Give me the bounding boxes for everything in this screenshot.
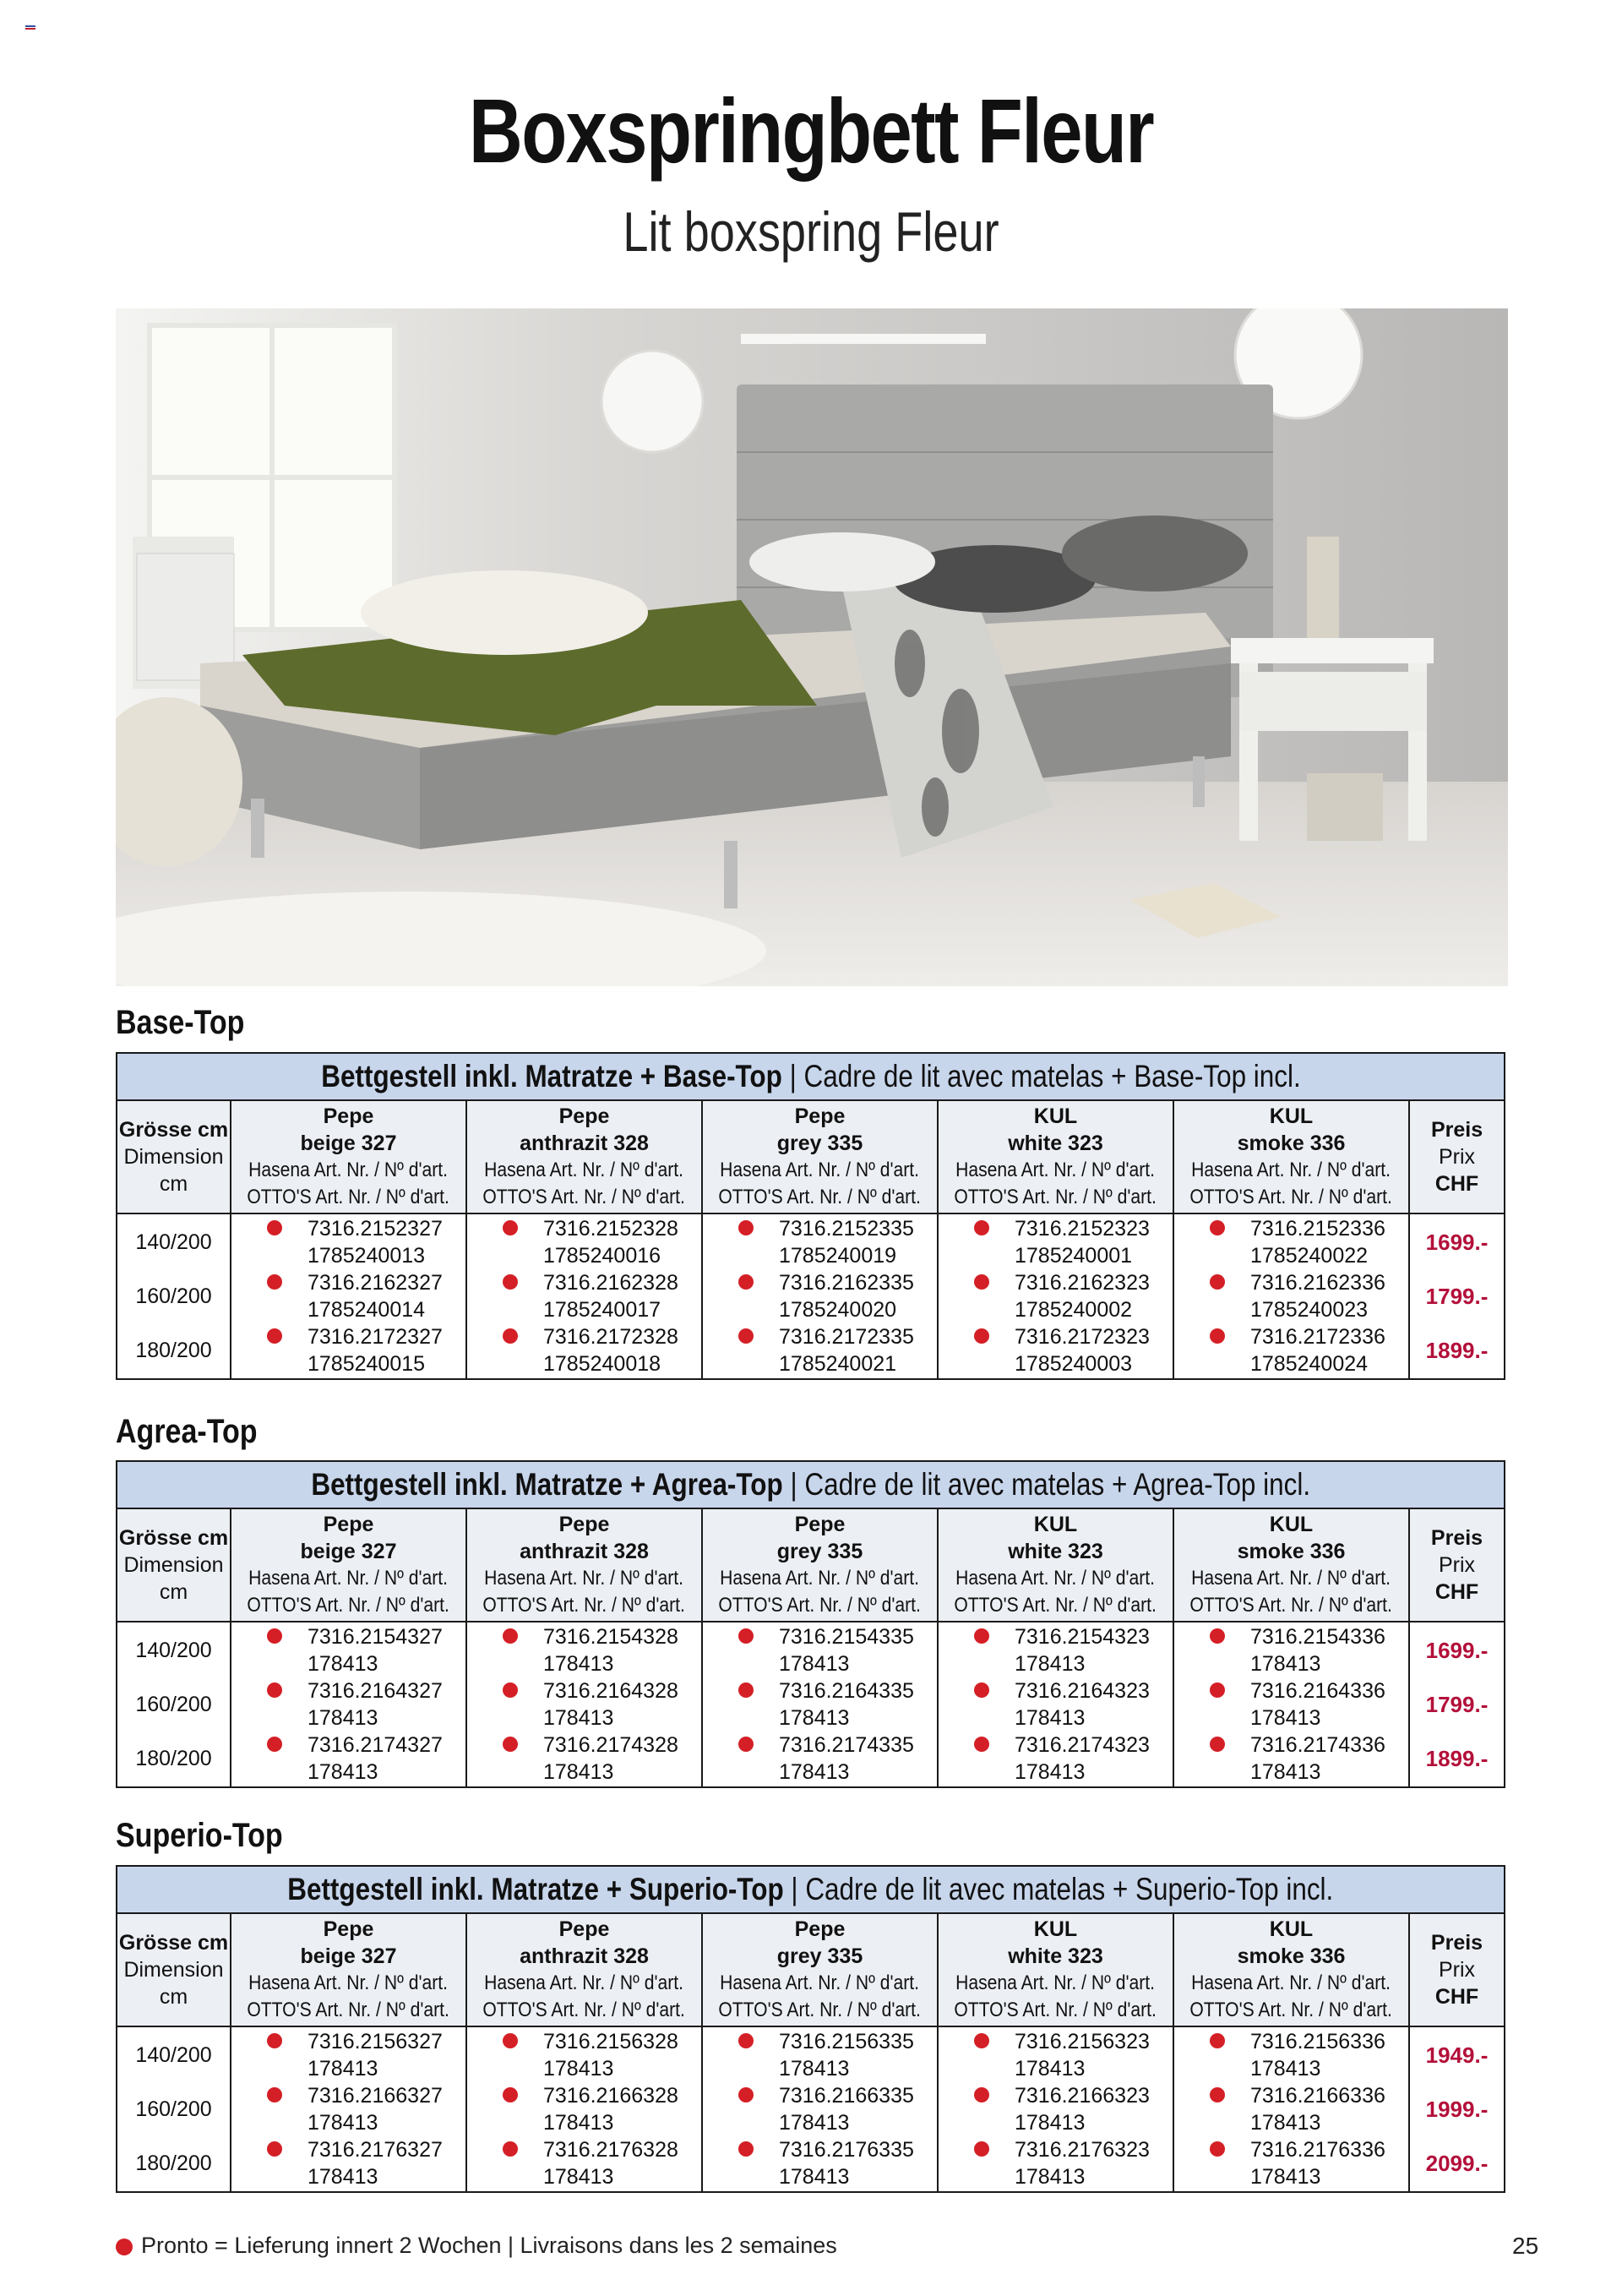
pronto-dot-icon	[267, 1220, 282, 1235]
pronto-dot-icon	[1210, 2033, 1225, 2048]
article-cell: 7316.2156336 178413 7316.2166336 178413 7316.2176336 178413	[1173, 2026, 1409, 2192]
pronto-dot-icon	[267, 2033, 282, 2048]
article-cell: 7316.2156335 178413 7316.2166335 178413 7316.2176335 178413	[702, 2026, 938, 2192]
pronto-dot-icon	[267, 2087, 282, 2102]
size-column-header: Grösse cm Dimension cm	[117, 1913, 231, 2026]
pronto-dot-icon	[267, 1328, 282, 1344]
article-cell: 7316.2156323 178413 7316.2166323 178413 7316.2176323 178413	[938, 2026, 1173, 2192]
article-cell: 7316.2154327 178413 7316.2164327 178413 7316.2174327 178413	[231, 1622, 466, 1787]
pronto-dot-icon	[738, 2141, 754, 2157]
pronto-dot-icon	[738, 1328, 754, 1344]
pronto-dot-icon	[503, 2141, 518, 2157]
pronto-dot-icon	[1210, 2141, 1225, 2157]
column-header: Pepe beige 327 Hasena Art. Nr. / Nº d'art. OTTO'S Art. Nr. / Nº d'art.	[231, 1913, 466, 2026]
pronto-dot-icon	[1210, 2087, 1225, 2102]
pronto-dot-icon	[503, 1628, 518, 1644]
pronto-dot-icon	[503, 2033, 518, 2048]
pronto-dot-icon	[974, 1274, 989, 1290]
section-heading-agrea-top: Agrea-Top	[116, 1413, 258, 1450]
article-cell: 7316.2156328 178413 7316.2166328 178413 7316.2176328 178413	[466, 2026, 702, 2192]
pronto-dot-icon	[974, 2141, 989, 2157]
product-photo	[116, 308, 1508, 986]
column-header: Pepe grey 335 Hasena Art. Nr. / Nº d'art. OTTO'S Art. Nr. / Nº d'art.	[702, 1508, 938, 1622]
table-title: Bettgestell inkl. Matratze + Base-Top | Cadre de lit avec matelas + Base-Top incl.	[117, 1053, 1505, 1100]
pronto-dot-icon	[1210, 1628, 1225, 1644]
section-heading-base-top: Base-Top	[116, 1004, 245, 1041]
column-header: Pepe anthrazit 328 Hasena Art. Nr. / Nº d'art. OTTO'S Art. Nr. / Nº d'art.	[466, 1100, 702, 1213]
pronto-dot-icon	[738, 1628, 754, 1644]
column-header: Pepe anthrazit 328 Hasena Art. Nr. / Nº d'art. OTTO'S Art. Nr. / Nº d'art.	[466, 1913, 702, 2026]
article-cell: 7316.2154323 178413 7316.2164323 178413 7316.2174323 178413	[938, 1622, 1173, 1787]
column-header: KUL white 323 Hasena Art. Nr. / Nº d'art. OTTO'S Art. Nr. / Nº d'art.	[938, 1508, 1173, 1622]
price-list: 1949.- 1999.- 2099.-	[1409, 2026, 1505, 2192]
article-cell: 7316.2152328 1785240016 7316.2162328 1785240017 7316.2172328 1785240018	[466, 1213, 702, 1379]
pronto-dot-icon	[267, 2141, 282, 2157]
price-column-header: Preis Prix CHF	[1409, 1100, 1505, 1213]
article-cell: 7316.2152327 1785240013 7316.2162327 1785240014 7316.2172327 1785240015	[231, 1213, 466, 1379]
pronto-dot-icon	[738, 2087, 754, 2102]
article-cell: 7316.2152335 1785240019 7316.2162335 1785240020 7316.2172335 1785240021	[702, 1213, 938, 1379]
page-subtitle: Lit boxspring Fleur	[623, 200, 999, 263]
price-column-header: Preis Prix CHF	[1409, 1913, 1505, 2026]
pronto-dot-icon	[974, 2033, 989, 2048]
column-header: KUL white 323 Hasena Art. Nr. / Nº d'art. OTTO'S Art. Nr. / Nº d'art.	[938, 1100, 1173, 1213]
price-list: 1699.- 1799.- 1899.-	[1409, 1213, 1505, 1379]
pronto-dot-icon	[738, 1737, 754, 1752]
pronto-dot-icon	[738, 2033, 754, 2048]
price-column-header: Preis Prix CHF	[1409, 1508, 1505, 1622]
pronto-dot-icon	[738, 1682, 754, 1698]
pronto-dot-icon	[503, 2087, 518, 2102]
size-list: 140/200 160/200 180/200	[117, 1622, 231, 1787]
pronto-dot-icon	[1210, 1220, 1225, 1235]
pronto-dot-icon	[503, 1274, 518, 1290]
pronto-dot-icon	[267, 1682, 282, 1698]
pronto-dot-icon	[974, 1328, 989, 1344]
article-cell: 7316.2154335 178413 7316.2164335 178413 7316.2174335 178413	[702, 1622, 938, 1787]
pronto-dot-icon	[1210, 1328, 1225, 1344]
pronto-dot-icon	[1210, 1737, 1225, 1752]
article-cell: 7316.2156327 178413 7316.2166327 178413 7316.2176327 178413	[231, 2026, 466, 2192]
pronto-dot-icon	[267, 1628, 282, 1644]
pronto-dot-icon	[738, 1220, 754, 1235]
price-table-base-top	[116, 1052, 1505, 1380]
price-list: 1699.- 1799.- 1899.-	[1409, 1622, 1505, 1787]
column-header: Pepe grey 335 Hasena Art. Nr. / Nº d'art. OTTO'S Art. Nr. / Nº d'art.	[702, 1100, 938, 1213]
pronto-dot-icon	[503, 1682, 518, 1698]
pronto-dot-icon	[503, 1737, 518, 1752]
pronto-dot-icon	[116, 2239, 133, 2255]
pronto-dot-icon	[267, 1737, 282, 1752]
pronto-dot-icon	[1210, 1274, 1225, 1290]
column-header: KUL smoke 336 Hasena Art. Nr. / Nº d'art. OTTO'S Art. Nr. / Nº d'art.	[1173, 1100, 1409, 1213]
table-title: Bettgestell inkl. Matratze + Superio-Top | Cadre de lit avec matelas + Superio-Top incl.	[117, 1866, 1505, 1913]
pronto-dot-icon	[1210, 1682, 1225, 1698]
pronto-dot-icon	[738, 1274, 754, 1290]
size-column-header: Grösse cm Dimension cm	[117, 1508, 231, 1622]
corner-flag-mark	[25, 25, 35, 32]
pronto-dot-icon	[974, 1220, 989, 1235]
size-list: 140/200 160/200 180/200	[117, 1213, 231, 1379]
size-column-header: Grösse cm Dimension cm	[117, 1100, 231, 1213]
column-header: Pepe beige 327 Hasena Art. Nr. / Nº d'art. OTTO'S Art. Nr. / Nº d'art.	[231, 1508, 466, 1622]
price-table-superio-top	[116, 1865, 1505, 2193]
pronto-dot-icon	[974, 1682, 989, 1698]
pronto-dot-icon	[974, 1628, 989, 1644]
column-header: Pepe beige 327 Hasena Art. Nr. / Nº d'art. OTTO'S Art. Nr. / Nº d'art.	[231, 1100, 466, 1213]
article-cell: 7316.2154328 178413 7316.2164328 178413 7316.2174328 178413	[466, 1622, 702, 1787]
pronto-dot-icon	[974, 1737, 989, 1752]
article-cell: 7316.2152323 1785240001 7316.2162323 1785240002 7316.2172323 1785240003	[938, 1213, 1173, 1379]
page-title: Boxspringbett Fleur	[468, 79, 1154, 182]
column-header: KUL smoke 336 Hasena Art. Nr. / Nº d'art. OTTO'S Art. Nr. / Nº d'art.	[1173, 1913, 1409, 2026]
footer-note: Pronto = Lieferung innert 2 Wochen | Livraisons dans les 2 semaines	[116, 2233, 837, 2259]
section-heading-superio-top: Superio-Top	[116, 1817, 283, 1854]
column-header: KUL smoke 336 Hasena Art. Nr. / Nº d'art. OTTO'S Art. Nr. / Nº d'art.	[1173, 1508, 1409, 1622]
article-cell: 7316.2154336 178413 7316.2164336 178413 7316.2174336 178413	[1173, 1622, 1409, 1787]
column-header: Pepe anthrazit 328 Hasena Art. Nr. / Nº d'art. OTTO'S Art. Nr. / Nº d'art.	[466, 1508, 702, 1622]
column-header: Pepe grey 335 Hasena Art. Nr. / Nº d'art. OTTO'S Art. Nr. / Nº d'art.	[702, 1913, 938, 2026]
size-list: 140/200 160/200 180/200	[117, 2026, 231, 2192]
pronto-dot-icon	[974, 2087, 989, 2102]
price-table-agrea-top	[116, 1460, 1505, 1788]
column-header: KUL white 323 Hasena Art. Nr. / Nº d'art. OTTO'S Art. Nr. / Nº d'art.	[938, 1913, 1173, 2026]
page-number: 25	[1512, 2233, 1539, 2259]
pronto-dot-icon	[503, 1328, 518, 1344]
article-cell: 7316.2152336 1785240022 7316.2162336 1785240023 7316.2172336 1785240024	[1173, 1213, 1409, 1379]
table-title: Bettgestell inkl. Matratze + Agrea-Top | Cadre de lit avec matelas + Agrea-Top incl.	[117, 1461, 1505, 1508]
pronto-dot-icon	[503, 1220, 518, 1235]
pronto-dot-icon	[267, 1274, 282, 1290]
